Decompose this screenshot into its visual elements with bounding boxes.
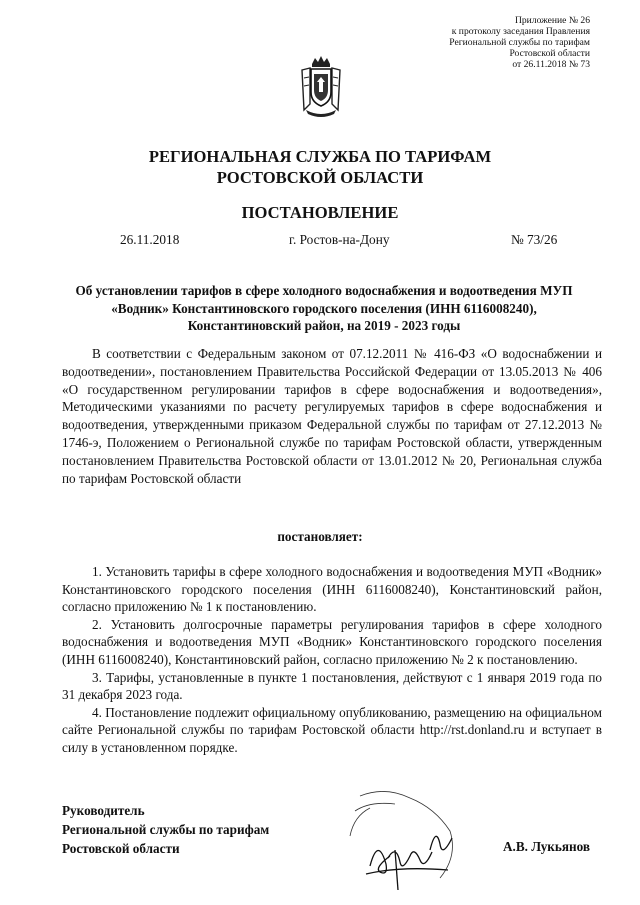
document-subject: Об установлении тарифов в сфере холодного водоснабжения и водоотведения МУП «Водник» Константиновского городского поселения (ИНН 6116008240), Константиновский район, на 2019 - 2023 годы — [75, 283, 573, 334]
issuing-authority — [0, 146, 640, 188]
decree-item: 3. Тарифы, установленные в пункте 1 постановления, действуют с 1 января 2019 года по 31 декабря 2023 года. — [62, 669, 602, 703]
rostov-oblast-coat-of-arms-icon — [298, 54, 344, 120]
appendix-line: от 26.11.2018 № 73 — [512, 59, 590, 70]
appendix-note — [360, 15, 590, 70]
appendix-line: Ростовской области — [509, 48, 590, 59]
authority-line-2: РОСТОВСКОЙ ОБЛАСТИ — [216, 168, 424, 187]
document-type: ПОСТАНОВЛЕНИЕ — [241, 203, 399, 222]
handwritten-signature-icon — [340, 786, 470, 896]
signatory-name: А.В. Лукьянов — [503, 839, 590, 854]
decree-items — [62, 563, 602, 757]
appendix-line: Приложение № 26 — [514, 15, 590, 26]
appendix-line: Региональной службы по тарифам — [449, 37, 590, 48]
appendix-line: к протоколу заседания Правления — [451, 26, 590, 37]
authority-line-1: РЕГИОНАЛЬНАЯ СЛУЖБА ПО ТАРИФАМ — [148, 147, 492, 166]
document-number: № 73/26 — [511, 232, 558, 247]
decree-word: постановляет: — [277, 529, 363, 544]
decree-item: 4. Постановление подлежит официальному опубликованию, размещению на официальном сайте Региональной службы по тарифам Ростовской области http://rst.donland.ru и вступает в силу в установленном порядке. — [62, 704, 602, 755]
signatory-title-line: Региональной службы по тарифам — [62, 822, 270, 837]
decree-item: 1. Установить тарифы в сфере холодного водоснабжения и водоотведения МУП «Водник» Константиновского городского поселения (ИНН 6116008240), Константиновский район, согласно приложению № 1 к постановлению. — [62, 564, 602, 615]
signatory-title-line: Ростовской области — [62, 841, 180, 856]
document-place: г. Ростов-на-Дону — [289, 232, 390, 247]
legal-basis-paragraph: В соответствии с Федеральным законом от 07.12.2011 № 416-ФЗ «О водоснабжении и водоотведении», постановлением Правительства Российской Федерации от 13.05.2013 № 406 «О государственном регулировании тарифов в сфере водоснабжения и водоотведения», Методическими указаниями по расчету регулируемых тарифов в сфере водоснабжения и водоотведения, утвержденными приказом Федеральной службы по тарифам от 27.12.2013 № 1746-э, Положением о Региональной службе по тарифам Ростовской области, утвержденным постановлением Правительства Ростовской области от 13.01.2012 № 20, Региональная служба по тарифам Ростовской области — [62, 346, 602, 486]
signatory-title — [62, 801, 269, 858]
decree-item: 2. Установить долгосрочные параметры регулирования тарифов в сфере холодного водоснабжения и водоотведения МУП «Водник» Константиновского городского поселения (ИНН 6116008240), Константиновский район, согласно приложению № 2 к постановлению. — [62, 616, 602, 667]
document-date: 26.11.2018 — [120, 232, 180, 247]
signatory-title-line: Руководитель — [62, 803, 145, 818]
